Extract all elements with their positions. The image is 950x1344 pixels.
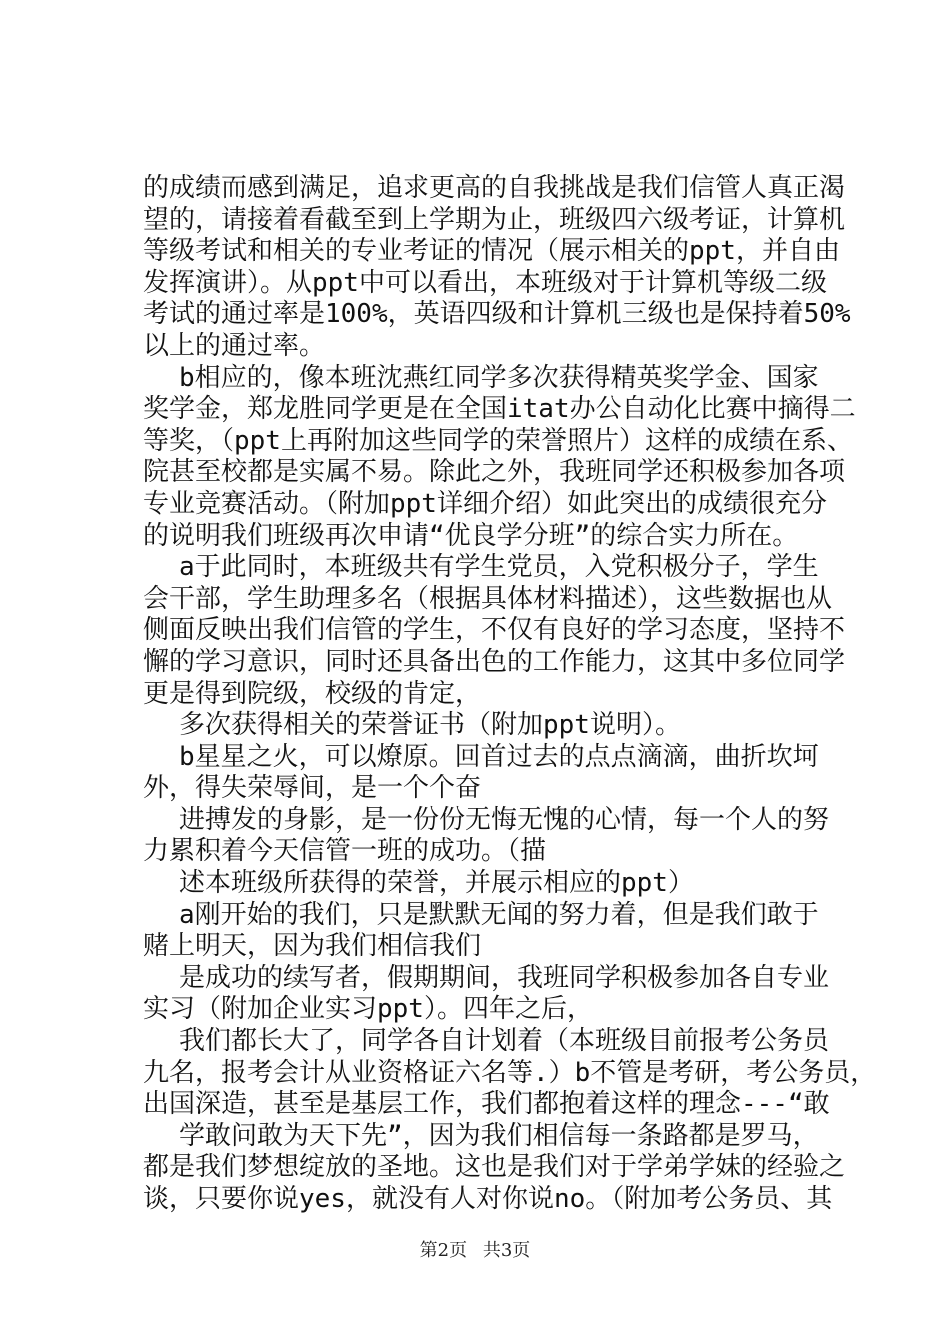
page-footer <box>0 1240 950 1262</box>
text-line: b相应的，像本班沈燕红同学多次获得精英奖学金、国家 <box>179 362 819 393</box>
text-line: 以上的通过率。 <box>143 330 326 361</box>
text-line: 外，得失荣辱间，是一个个奋 <box>143 773 482 804</box>
text-line: 实习（附加企业实习ppt）。四年之后， <box>143 994 593 1025</box>
text-line: 会干部，学生助理多名（根据具体材料描述），这些数据也从 <box>143 583 833 614</box>
text-line: 更是得到院级，校级的肯定， <box>143 678 482 709</box>
page-number: 第2页 <box>419 1240 468 1261</box>
text-line: 九名，报考会计从业资格证六名等.）b不管是考研，考公务员， <box>143 1057 877 1088</box>
text-line: 述本班级所获得的荣誉，并展示相应的ppt） <box>179 868 694 899</box>
text-line: 考试的通过率是100%，英语四级和计算机三级也是保持着50% <box>143 299 851 330</box>
text-line: 赌上明天，因为我们相信我们 <box>143 931 482 962</box>
text-line: b星星之火，可以燎原。回首过去的点点滴滴，曲折坎坷 <box>179 741 819 772</box>
text-line: 谈，只要你说yes，就没有人对你说no。（附加考公务员、其 <box>143 1184 833 1214</box>
text-line: 都是我们梦想绽放的圣地。这也是我们对于学弟学妹的经验之 <box>143 1152 846 1183</box>
text-line: 我们都长大了，同学各自计划着（本班级目前报考公务员 <box>179 1026 830 1057</box>
text-line: 学敢问敢为天下先”，因为我们相信每一条路都是罗马， <box>179 1120 819 1151</box>
text-line: 的说明我们班级再次申请“优良学分班”的综合实力所在。 <box>143 520 799 551</box>
text-line: 进搏发的身影，是一份份无悔无愧的心情，每一个人的努 <box>179 804 830 835</box>
text-line: 发挥演讲）。从ppt中可以看出，本班级对于计算机等级二级 <box>143 267 827 298</box>
text-line: 院甚至校都是实属不易。除此之外，我班同学还积极参加各项 <box>143 457 846 488</box>
text-line: 望的，请接着看截至到上学期为止，班级四六级考证，计算机 <box>143 204 846 235</box>
text-line: 的成绩而感到满足，追求更高的自我挑战是我们信管人真正渴 <box>143 173 846 203</box>
text-line: a于此同时，本班级共有学生党员，入党积极分子，学生 <box>179 552 819 583</box>
text-line: 奖学金，郑龙胜同学更是在全国itat办公自动化比赛中摘得二 <box>143 394 856 425</box>
page-total: 共3页 <box>482 1240 531 1261</box>
text-line: 懈的学习意识，同时还具备出色的工作能力，这其中多位同学 <box>143 646 846 677</box>
document-body <box>143 173 877 1216</box>
text-line: 出国深造，甚至是基层工作，我们都抱着这样的理念---“敢 <box>143 1089 830 1120</box>
text-line: 多次获得相关的荣誉证书（附加ppt说明）。 <box>179 710 681 741</box>
text-line: 力累积着今天信管一班的成功。（描 <box>143 836 547 867</box>
text-line: a刚开始的我们，只是默默无闻的努力着，但是我们敢于 <box>179 899 819 930</box>
text-line: 专业竞赛活动。（附加ppt详细介绍）如此突出的成绩很充分 <box>143 488 827 519</box>
text-line: 等奖，（ppt上再附加这些同学的荣誉照片）这样的成绩在系、 <box>143 425 853 456</box>
text-line: 等级考试和相关的专业考证的情况（展示相关的ppt，并自由 <box>143 236 840 267</box>
text-line: 侧面反映出我们信管的学生，不仅有良好的学习态度，坚持不 <box>143 615 846 646</box>
text-line: 是成功的续写者，假期期间，我班同学积极参加各自专业 <box>179 962 830 993</box>
